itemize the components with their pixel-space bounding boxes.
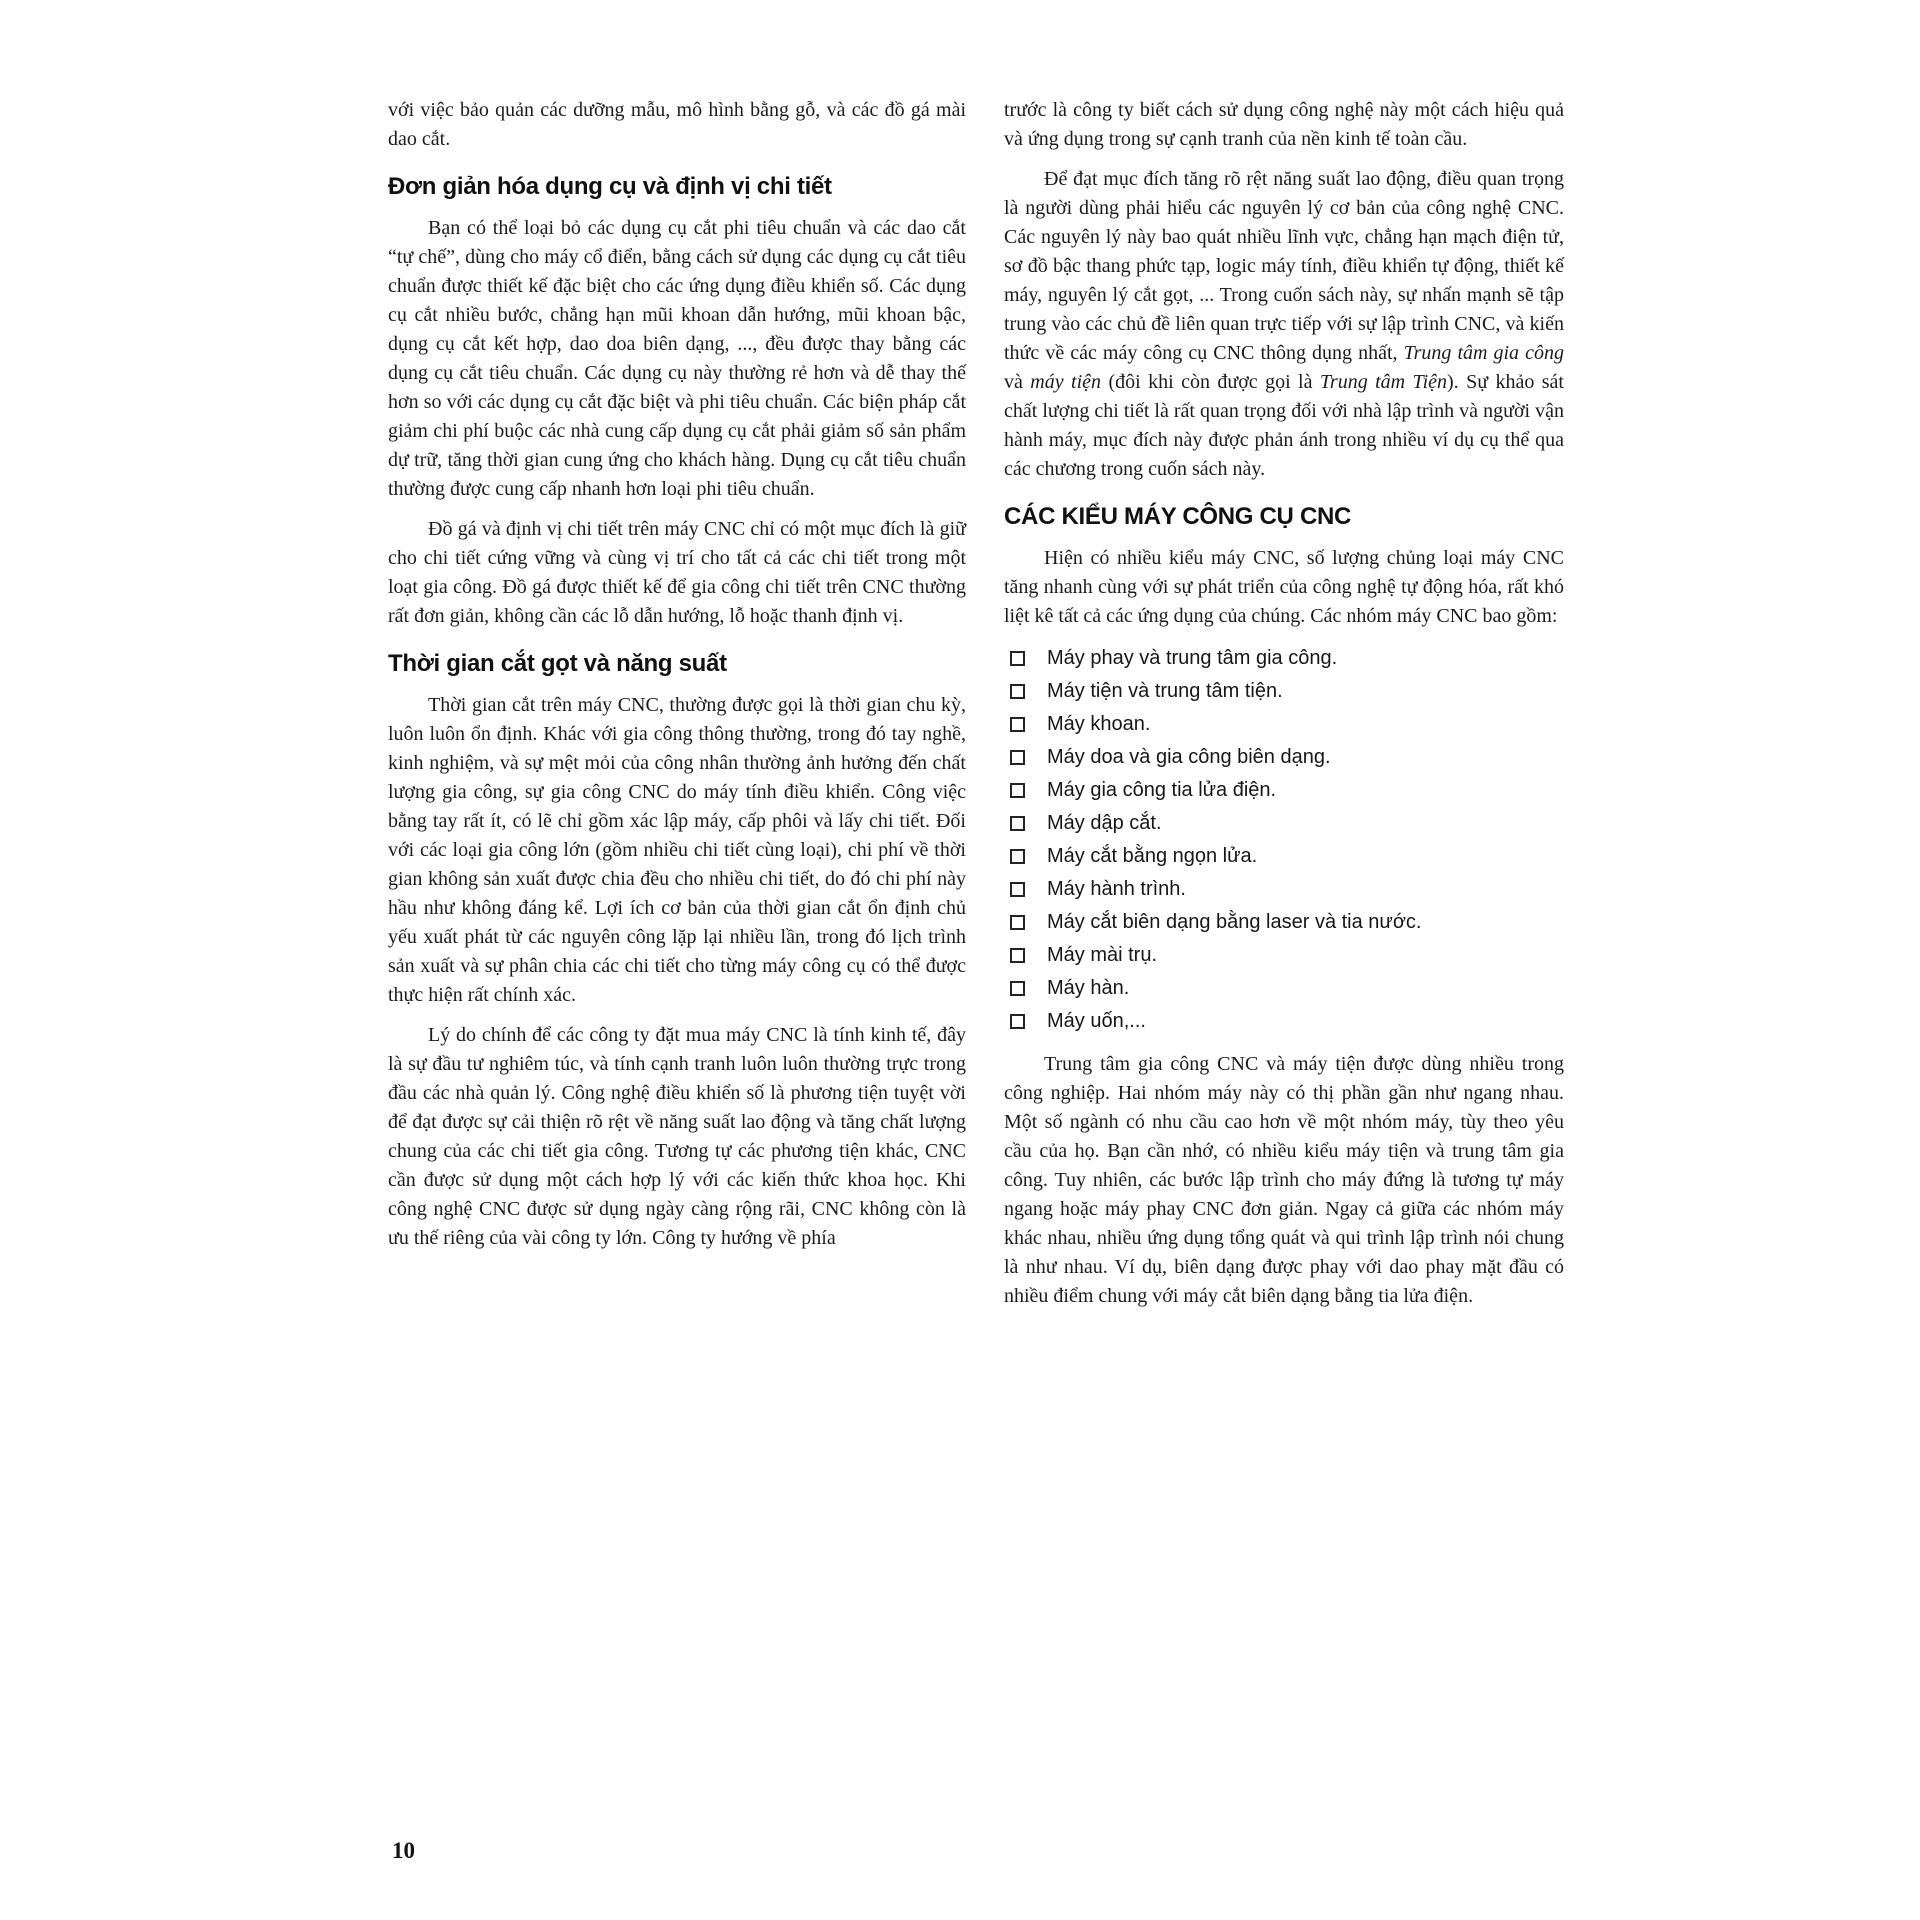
square-bullet-icon [1010, 882, 1025, 897]
list-item [1010, 642, 1564, 675]
paragraph: Thời gian cắt trên máy CNC, thường được gọi là thời gian chu kỳ, luôn luôn ổn định. Khác với gia công thông thường, trong đó tay nghề, kinh nghiệm, và sự mệt mỏi của công nhân thường ảnh hưởng đến chất lượng gia công, sự gia công CNC do máy tính điều khiển. Công việc bằng tay rất ít, có lẽ chỉ gồm xác lập máy, cấp phôi và lấy chi tiết. Đối với các loại gia công lớn (gồm nhiều chi tiết cùng loại), chi phí về thời gian không sản xuất được chia đều cho nhiều chi tiết, do đó chi phí này hầu như không đáng kể. Lợi ích cơ bản của thời gian cắt ổn định chủ yếu xuất phát từ các nguyên công lặp lại nhiều lần, trong đó lịch trình sản xuất và sự phân chia các chi tiết cho từng máy công cụ có thể được thực hiện rất chính xác. [388, 694, 966, 1006]
list-item-label: Máy mài trụ. [1047, 944, 1158, 966]
italic-text-segment: máy tiện [1030, 371, 1102, 393]
page-number: 10 [392, 1838, 415, 1863]
paragraph-continuation: với việc bảo quản các dưỡng mẫu, mô hình bằng gỗ, và các đồ gá mài dao cắt. [388, 99, 966, 150]
list-item [1010, 675, 1564, 708]
square-bullet-icon [1010, 948, 1025, 963]
list-item [1010, 906, 1564, 939]
square-bullet-icon [1010, 915, 1025, 930]
square-bullet-icon [1010, 849, 1025, 864]
italic-text-segment: Trung tâm Tiện [1319, 371, 1448, 393]
square-bullet-icon [1010, 651, 1025, 666]
square-bullet-icon [1010, 684, 1025, 699]
list-item [1010, 840, 1564, 873]
text-segment: Để đạt mục đích tăng rõ rệt năng suất lao động, điều quan trọng là người dùng phải hiểu các nguyên lý cơ bản của công nghệ CNC. Các nguyên lý này bao quát nhiều lĩnh vực, chẳng hạn mạch điện tử, sơ đồ bậc thang phức tạp, logic máy tính, điều khiển tự động, thiết kế máy, nguyên lý cắt gọt, ... Trong cuốn sách này, sự nhấn mạnh sẽ tập trung vào các chủ đề liên quan trực tiếp với sự lập trình CNC, và kiến thức về các máy công cụ CNC thông dụng nhất, [1004, 168, 1564, 364]
list-item-label: Máy hàn. [1047, 977, 1130, 999]
right-column [1004, 96, 1564, 1322]
paragraph-continuation: trước là công ty biết cách sử dụng công nghệ này một cách hiệu quả và ứng dụng trong sự cạnh tranh của nền kinh tế toàn cầu. [1004, 99, 1564, 150]
square-bullet-icon [1010, 750, 1025, 765]
list-item [1010, 1005, 1564, 1038]
list-item [1010, 972, 1564, 1005]
section-heading-cnc-machine-types: CÁC KIỂU MÁY CÔNG CỤ CNC [1004, 503, 1352, 530]
square-bullet-icon [1010, 1014, 1025, 1029]
text-segment: (đôi khi còn được gọi là [1101, 371, 1320, 393]
square-bullet-icon [1010, 783, 1025, 798]
square-bullet-icon [1010, 717, 1025, 732]
list-item [1010, 807, 1564, 840]
square-bullet-icon [1010, 816, 1025, 831]
list-item [1010, 708, 1564, 741]
italic-text-segment: Trung tâm gia công [1403, 342, 1564, 364]
list-item-label: Máy gia công tia lửa điện. [1047, 779, 1277, 801]
paragraph: Lý do chính để các công ty đặt mua máy CNC là tính kinh tế, đây là sự đầu tư nghiêm túc, và tính cạnh tranh luôn luôn thường trực trong đầu các nhà quản lý. Công nghệ điều khiển số là phương tiện tuyệt vời để đạt được sự cải thiện rõ rệt về năng suất lao động và tăng chất lượng chung của các chi tiết gia công. Tương tự các phương tiện khác, CNC cần được sử dụng một cách hợp lý với các kiến thức khoa học. Khi công nghệ CNC được sử dụng ngày càng rộng rãi, CNC không còn là ưu thế riêng của vài công ty lớn. Công ty hướng về phía [388, 1024, 966, 1249]
list-item-label: Máy hành trình. [1047, 878, 1186, 900]
list-item [1010, 939, 1564, 972]
list-item-label: Máy doa và gia công biên dạng. [1047, 746, 1331, 768]
paragraph: Đồ gá và định vị chi tiết trên máy CNC chỉ có một mục đích là giữ cho chi tiết cứng vững và cùng vị trí cho tất cả các chi tiết trong một loạt gia công. Đồ gá được thiết kế để gia công chi tiết trên CNC thường rất đơn giản, không cần các lỗ dẫn hướng, lỗ hoặc thanh định vị. [388, 518, 966, 627]
text-segment: ). Sự khảo sát chất lượng chi tiết là rất quan trọng đối với nhà lập trình và người vận hành máy, mục đích này được phản ánh trong nhiều ví dụ cụ thể qua các chương trong cuốn sách này. [1004, 371, 1564, 480]
paragraph [1004, 165, 1564, 484]
list-item-label: Máy uốn,... [1047, 1010, 1146, 1032]
list-item-label: Máy khoan. [1047, 713, 1151, 735]
list-item [1010, 741, 1564, 774]
list-item-label: Máy phay và trung tâm gia công. [1047, 647, 1338, 669]
square-bullet-icon [1010, 981, 1025, 996]
text-segment: và [1004, 371, 1031, 393]
list-item-label: Máy tiện và trung tâm tiện. [1047, 680, 1283, 702]
section-heading-cutting-time: Thời gian cắt gọt và năng suất [388, 650, 727, 677]
list-item [1010, 873, 1564, 906]
list-item-label: Máy cắt biên dạng bằng laser và tia nước. [1047, 911, 1422, 933]
list-item [1010, 774, 1564, 807]
list-item-label: Máy cắt bằng ngọn lửa. [1047, 845, 1258, 867]
paragraph: Trung tâm gia công CNC và máy tiện được dùng nhiều trong công nghiệp. Hai nhóm máy này có thị phần gần như ngang nhau. Một số ngành có nhu cầu cao hơn về một nhóm máy, tùy theo yêu cầu của họ. Bạn cần nhớ, có nhiều kiểu máy tiện và trung tâm gia công. Tuy nhiên, các bước lập trình cho máy đứng là tương tự máy ngang hoặc máy phay CNC đơn giản. Ngay cả giữa các nhóm máy khác nhau, nhiều ứng dụng tổng quát và qui trình lập trình nói chung là như nhau. Ví dụ, biên dạng được phay với dao phay mặt đầu có nhiều điểm chung với máy cắt biên dạng bằng tia lửa điện. [1004, 1053, 1564, 1307]
left-column [388, 96, 966, 1264]
machine-type-list [1010, 642, 1564, 1038]
paragraph: Hiện có nhiều kiểu máy CNC, số lượng chủng loại máy CNC tăng nhanh cùng với sự phát triển của công nghệ tự động hóa, rất khó liệt kê tất cả các ứng dụng của chúng. Các nhóm máy CNC bao gồm: [1004, 547, 1564, 627]
section-heading-tool-simplification: Đơn giản hóa dụng cụ và định vị chi tiết [388, 173, 832, 200]
paragraph: Bạn có thể loại bỏ các dụng cụ cắt phi tiêu chuẩn và các dao cắt “tự chế”, dùng cho máy cổ điển, bằng cách sử dụng các dụng cụ cắt tiêu chuẩn được thiết kế đặc biệt cho các ứng dụng điều khiển số. Các dụng cụ cắt nhiều bước, chẳng hạn mũi khoan dẫn hướng, mũi khoan bậc, dụng cụ cắt kết hợp, dao doa biên dạng, ..., đều được thay bằng các dụng cụ cắt tiêu chuẩn. Các dụng cụ này thường rẻ hơn và dễ thay thế hơn so với các dụng cụ cắt đặc biệt và phi tiêu chuẩn. Các biện pháp cắt giảm chi phí buộc các nhà cung cấp dụng cụ cắt phải giảm số sản phẩm dự trữ, tăng thời gian cung ứng cho khách hàng. Dụng cụ cắt tiêu chuẩn thường được cung cấp nhanh hơn loại phi tiêu chuẩn. [388, 217, 966, 500]
list-item-label: Máy dập cắt. [1047, 812, 1162, 834]
